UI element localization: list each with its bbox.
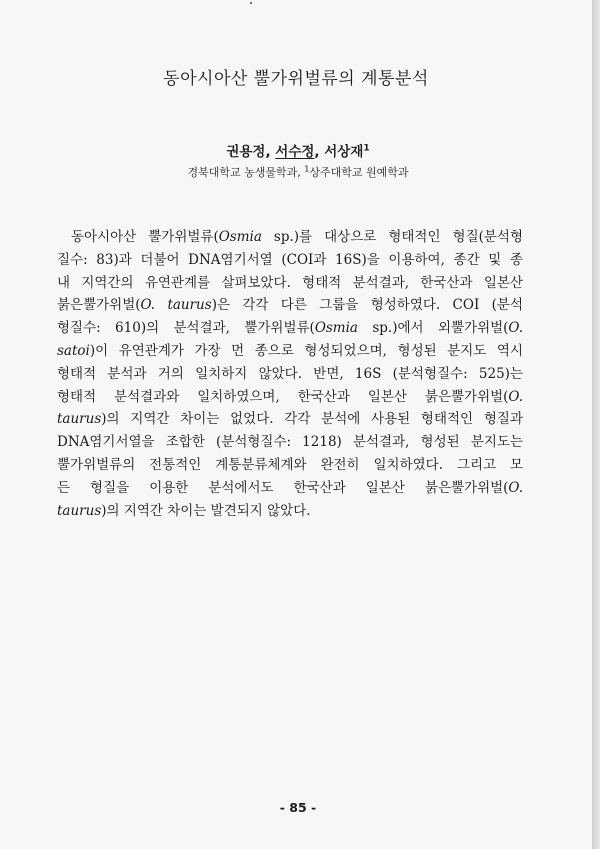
affiliation-line <box>0 164 596 180</box>
paper-title: 동아시아산 뿔가위벌류의 계통분석 <box>163 69 429 89</box>
abstract-line: 내 지역간의 유연관계를 살펴보았다. 형태적 분석결과, 한국산과 일본산 <box>57 274 523 291</box>
abstract-line: 형태적 분석결과와 일치하였으며, 한국산과 일본산 붉은뿔가위벌(O. <box>57 388 523 405</box>
author-1: 권용정 <box>226 144 266 160</box>
abstract-line: taurus)의 지역간 차이는 없었다. 각각 분석에 사용된 형태적인 형질과 <box>57 411 523 428</box>
abstract-line: taurus)의 지역간 차이는 발견되지 않았다. <box>57 502 311 519</box>
abstract-body <box>57 226 523 522</box>
author-2-presenting: 서수정 <box>275 144 315 160</box>
abstract-line: 붉은뿔가위벌(O. taurus)은 각각 다른 그룹을 형성하였다. COI (분석 <box>57 297 523 314</box>
scan-speck <box>250 2 252 4</box>
page-number: - 85 - <box>279 800 317 815</box>
abstract-line: satoi)이 유연관계가 가장 먼 종으로 형성되었으며, 형성된 분지도 역시 <box>57 342 523 359</box>
author-3: 서상재 <box>324 144 364 160</box>
abstract-line: DNA염기서열을 조합한 (분석형질수: 1218) 분석결과, 형성된 분지도는 <box>57 434 523 451</box>
affiliation-mark: 1 <box>363 143 370 154</box>
author-separator: , <box>314 144 325 160</box>
affiliation-1: 경북대학교 농생물학과, <box>187 166 305 179</box>
abstract-line: 뿔가위벌류의 전통적인 계통분류체계와 완전히 일치하였다. 그리고 모 <box>57 456 523 473</box>
abstract-line: 형질수: 610)의 분석결과, 뿔가위벌류(Osmia sp.)에서 외뿔가위벌(O. <box>57 320 523 337</box>
abstract-line: 동아시아산 뿔가위벌류(Osmia sp.)를 대상으로 형태적인 형질(분석형 <box>71 229 523 245</box>
affiliation-mark: 1 <box>304 164 310 174</box>
page-edge-shadow <box>592 0 600 849</box>
author-separator: , <box>265 144 276 160</box>
abstract-line: 형태적 분석과 거의 일치하지 않았다. 반면, 16S (분석형질수: 525)는 <box>57 365 523 382</box>
affiliation-2: 상주대학교 원예학과 <box>309 166 409 179</box>
abstract-line: 든 형질을 이용한 분석에서도 한국산과 일본산 붉은뿔가위벌(O. <box>57 479 523 496</box>
author-line <box>0 140 596 160</box>
abstract-line: 질수: 83)과 더불어 DNA염기서열 (COI과 16S)을 이용하여, 종간 및 종 <box>57 251 523 268</box>
